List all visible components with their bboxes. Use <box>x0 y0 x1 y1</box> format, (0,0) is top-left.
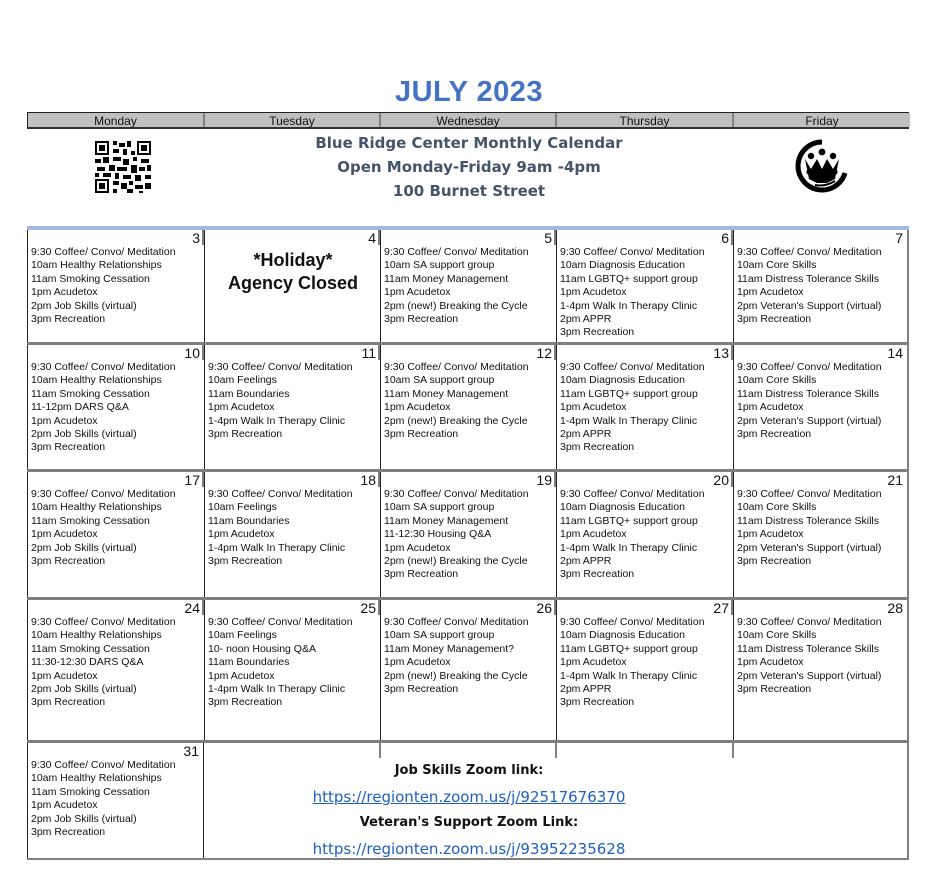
event: 3pm Recreation <box>31 555 106 568</box>
day-cell[interactable] <box>27 600 204 740</box>
event: 3pm Recreation <box>737 683 812 696</box>
event: 1pm Acudetox <box>560 286 627 299</box>
event: 11am Money Management <box>384 387 509 400</box>
event: 10am Core Skills <box>737 374 817 387</box>
weekday-tuesday: Tuesday <box>205 113 381 127</box>
event: 2pm Job Skills (virtual) <box>31 683 137 696</box>
event: 1pm Acudetox <box>560 528 627 541</box>
day-number: 13 <box>713 345 729 361</box>
event: 10- noon Housing Q&A <box>208 642 316 655</box>
event: 2pm (new!) Breaking the Cycle <box>384 414 528 427</box>
day-number: 14 <box>887 345 903 361</box>
event: 1pm Acudetox <box>737 528 804 541</box>
event: 3pm Recreation <box>560 326 635 339</box>
event: 9:30 Coffee/ Convo/ Meditation <box>31 361 176 373</box>
week-row <box>27 230 909 345</box>
qr-code-icon[interactable] <box>95 141 151 193</box>
day-cell[interactable] <box>733 472 909 597</box>
event: 3pm Recreation <box>384 313 459 326</box>
event: 9:30 Coffee/ Convo/ Meditation <box>560 361 705 373</box>
day-cell[interactable] <box>380 600 556 740</box>
event: 10am SA support group <box>384 374 495 387</box>
event: 11am LGBTQ+ support group <box>560 514 698 527</box>
event: 1-4pm Walk In Therapy Clinic <box>208 683 346 696</box>
day-number: 19 <box>536 472 552 488</box>
event: 9:30 Coffee/ Convo/ Meditation <box>560 616 705 628</box>
day-number: 4 <box>368 230 376 246</box>
event: 11am Boundaries <box>208 387 290 400</box>
event: 3pm Recreation <box>31 826 106 839</box>
event: 10am SA support group <box>384 259 495 272</box>
day-cell[interactable] <box>556 600 733 740</box>
event: 1pm Acudetox <box>31 286 98 299</box>
event: 11am Distress Tolerance Skills <box>737 642 879 655</box>
event: 10am Diagnosis Education <box>560 501 685 514</box>
event: 10am Healthy Relationships <box>31 772 162 785</box>
event: 11am LGBTQ+ support group <box>560 642 698 655</box>
event: 3pm Recreation <box>737 428 812 441</box>
event: 10am Core Skills <box>737 629 817 642</box>
day-number: 20 <box>713 472 729 488</box>
event: 1pm Acudetox <box>31 669 98 682</box>
event: 11am Distress Tolerance Skills <box>737 514 879 527</box>
job-skills-link[interactable]: https://regionten.zoom.us/j/92517676370 <box>312 788 626 806</box>
day-cell[interactable] <box>204 345 380 469</box>
event: 3pm Recreation <box>208 555 283 568</box>
center-info <box>205 131 733 203</box>
event: 9:30 Coffee/ Convo/ Meditation <box>208 488 353 500</box>
event: 1-4pm Walk In Therapy Clinic <box>560 299 698 312</box>
event: 1pm Acudetox <box>560 656 627 669</box>
day-number: 17 <box>184 472 200 488</box>
event: 3pm Recreation <box>31 313 106 326</box>
day-cell[interactable] <box>380 472 556 597</box>
event: 9:30 Coffee/ Convo/ Meditation <box>737 246 882 258</box>
event: 9:30 Coffee/ Convo/ Meditation <box>31 246 176 258</box>
event: 9:30 Coffee/ Convo/ Meditation <box>384 616 529 628</box>
day-cell[interactable] <box>380 230 556 342</box>
divider <box>379 743 381 758</box>
zoom-links <box>205 758 733 862</box>
event: 3pm Recreation <box>208 696 283 709</box>
day-cell[interactable] <box>204 472 380 597</box>
event: 9:30 Coffee/ Convo/ Meditation <box>737 488 882 500</box>
veterans-label: Veteran's Support Zoom Link: <box>359 815 579 830</box>
event: 11am Smoking Cessation <box>31 785 150 798</box>
event: 10am SA support group <box>384 501 495 514</box>
event: 10am SA support group <box>384 629 495 642</box>
event: 9:30 Coffee/ Convo/ Meditation <box>31 759 176 771</box>
event: 9:30 Coffee/ Convo/ Meditation <box>208 361 353 373</box>
event: 1pm Acudetox <box>384 656 451 669</box>
event: 3pm Recreation <box>384 683 459 696</box>
event: 11am Distress Tolerance Skills <box>737 387 879 400</box>
event: 1pm Acudetox <box>737 401 804 414</box>
people-logo-icon <box>795 139 849 195</box>
event: 1pm Acudetox <box>208 528 275 541</box>
event: 10am Healthy Relationships <box>31 501 162 514</box>
day-number: 7 <box>895 230 903 246</box>
event: 2pm (new!) Breaking the Cycle <box>384 555 528 568</box>
week-row <box>27 345 909 472</box>
event: 9:30 Coffee/ Convo/ Meditation <box>31 616 176 628</box>
event: 3pm Recreation <box>737 313 812 326</box>
event: 1-4pm Walk In Therapy Clinic <box>560 669 698 682</box>
day-number: 31 <box>183 743 199 759</box>
event: 2pm Veteran's Support (virtual) <box>737 669 882 682</box>
event: 9:30 Coffee/ Convo/ Meditation <box>208 616 353 628</box>
weekday-thursday: Thursday <box>557 113 734 127</box>
day-cell[interactable] <box>733 230 909 342</box>
day-number: 12 <box>536 345 552 361</box>
event: 1pm Acudetox <box>208 401 275 414</box>
event: 10am Core Skills <box>737 259 817 272</box>
center-hours: Open Monday-Friday 9am -4pm <box>337 158 601 176</box>
divider <box>732 743 734 758</box>
day-cell[interactable] <box>733 345 909 469</box>
event: 1pm Acudetox <box>560 401 627 414</box>
day-number: 10 <box>184 345 200 361</box>
day-cell[interactable] <box>556 345 733 469</box>
day-cell[interactable] <box>27 472 204 597</box>
event: 11am Smoking Cessation <box>31 514 150 527</box>
event: 10am Feelings <box>208 501 277 514</box>
day-number: 5 <box>544 230 552 246</box>
day-number: 25 <box>360 600 376 616</box>
event: 11am Distress Tolerance Skills <box>737 272 879 285</box>
event: 10am Healthy Relationships <box>31 629 162 642</box>
event: 9:30 Coffee/ Convo/ Meditation <box>384 246 529 258</box>
event: 11am Money Management <box>384 514 509 527</box>
event: 2pm (new!) Breaking the Cycle <box>384 299 528 312</box>
job-skills-label: Job Skills Zoom link: <box>394 763 544 778</box>
event: 2pm Job Skills (virtual) <box>31 428 137 441</box>
event: 10am Feelings <box>208 629 277 642</box>
event: 2pm Job Skills (virtual) <box>31 299 137 312</box>
day-number: 27 <box>713 600 729 616</box>
week-row <box>27 472 909 600</box>
center-name: Blue Ridge Center Monthly Calendar <box>315 134 623 152</box>
event: 11am Smoking Cessation <box>31 387 150 400</box>
event: 3pm Recreation <box>560 568 635 581</box>
event: 1pm Acudetox <box>384 541 451 554</box>
event: 3pm Recreation <box>560 441 635 454</box>
event: 11am Smoking Cessation <box>31 642 150 655</box>
day-cell[interactable] <box>27 345 204 469</box>
event: 2pm Veteran's Support (virtual) <box>737 414 882 427</box>
event: 1-4pm Walk In Therapy Clinic <box>208 414 346 427</box>
weekday-friday: Friday <box>734 113 910 127</box>
event: 10am Healthy Relationships <box>31 259 162 272</box>
event: 3pm Recreation <box>560 696 635 709</box>
veterans-link[interactable]: https://regionten.zoom.us/j/93952235628 <box>312 840 626 858</box>
event: 11:30-12:30 DARS Q&A <box>31 656 144 669</box>
divider <box>555 743 557 758</box>
event: 11am Boundaries <box>208 514 290 527</box>
event: 1-4pm Walk In Therapy Clinic <box>208 541 346 554</box>
event: 3pm Recreation <box>384 568 459 581</box>
event: 3pm Recreation <box>384 428 459 441</box>
day-number: 6 <box>721 230 729 246</box>
day-cell[interactable] <box>27 230 204 342</box>
event: 2pm Veteran's Support (virtual) <box>737 541 882 554</box>
event: 10am Core Skills <box>737 501 817 514</box>
weekday-wednesday: Wednesday <box>381 113 557 127</box>
event: 9:30 Coffee/ Convo/ Meditation <box>737 361 882 373</box>
event: 1pm Acudetox <box>208 669 275 682</box>
event: 11am LGBTQ+ support group <box>560 387 698 400</box>
event: 9:30 Coffee/ Convo/ Meditation <box>384 361 529 373</box>
event: 9:30 Coffee/ Convo/ Meditation <box>737 616 882 628</box>
event: 1pm Acudetox <box>384 286 451 299</box>
event: 1-4pm Walk In Therapy Clinic <box>560 414 698 427</box>
event: 2pm APPR <box>560 555 612 568</box>
day-cell[interactable] <box>380 345 556 469</box>
day-number: 21 <box>887 472 903 488</box>
event: 1pm Acudetox <box>384 401 451 414</box>
event: 3pm Recreation <box>31 696 106 709</box>
month-title: JULY 2023 <box>394 76 543 108</box>
day-number: 3 <box>192 230 200 246</box>
event: 9:30 Coffee/ Convo/ Meditation <box>31 488 176 500</box>
holiday-title: *Holiday* <box>253 250 333 270</box>
event: 1pm Acudetox <box>31 799 98 812</box>
event: 10am Feelings <box>208 374 277 387</box>
event: 2pm APPR <box>560 428 612 441</box>
event: 9:30 Coffee/ Convo/ Meditation <box>560 488 705 500</box>
day-cell[interactable] <box>556 230 733 342</box>
event: 9:30 Coffee/ Convo/ Meditation <box>560 246 705 258</box>
event: 11-12pm DARS Q&A <box>31 401 129 414</box>
event: 2pm APPR <box>560 683 612 696</box>
event: 11am Money Management? <box>384 642 514 655</box>
event: 1pm Acudetox <box>31 414 98 427</box>
day-cell[interactable] <box>27 743 204 858</box>
event: 11am Money Management <box>384 272 509 285</box>
event: 11-12:30 Housing Q&A <box>384 528 492 541</box>
center-address: 100 Burnet Street <box>392 182 546 200</box>
holiday-subtitle: Agency Closed <box>227 273 359 293</box>
event: 2pm (new!) Breaking the Cycle <box>384 669 528 682</box>
day-cell-holiday[interactable] <box>204 230 380 342</box>
event: 10am Diagnosis Education <box>560 374 685 387</box>
event: 2pm Job Skills (virtual) <box>31 812 137 825</box>
day-number: 24 <box>184 600 200 616</box>
event: 10am Diagnosis Education <box>560 629 685 642</box>
day-cell[interactable] <box>204 600 380 740</box>
event: 2pm Veteran's Support (virtual) <box>737 299 882 312</box>
event: 1pm Acudetox <box>737 656 804 669</box>
day-number: 26 <box>536 600 552 616</box>
day-number: 11 <box>361 345 376 361</box>
event: 3pm Recreation <box>737 555 812 568</box>
day-cell[interactable] <box>556 472 733 597</box>
day-cell[interactable] <box>733 600 909 740</box>
event: 1pm Acudetox <box>31 528 98 541</box>
day-number: 18 <box>360 472 376 488</box>
event: 1-4pm Walk In Therapy Clinic <box>560 541 698 554</box>
event: 2pm Job Skills (virtual) <box>31 541 137 554</box>
week-row <box>27 600 909 743</box>
event: 11am Boundaries <box>208 656 290 669</box>
event: 11am LGBTQ+ support group <box>560 272 698 285</box>
event: 1pm Acudetox <box>737 286 804 299</box>
weekday-header-row <box>27 112 909 129</box>
event: 3pm Recreation <box>31 441 106 454</box>
day-number: 28 <box>887 600 903 616</box>
event: 10am Healthy Relationships <box>31 374 162 387</box>
event: 10am Diagnosis Education <box>560 259 685 272</box>
event: 9:30 Coffee/ Convo/ Meditation <box>384 488 529 500</box>
weekday-monday: Monday <box>28 113 205 127</box>
event: 3pm Recreation <box>208 428 283 441</box>
event: 2pm APPR <box>560 313 612 326</box>
event: 11am Smoking Cessation <box>31 272 150 285</box>
